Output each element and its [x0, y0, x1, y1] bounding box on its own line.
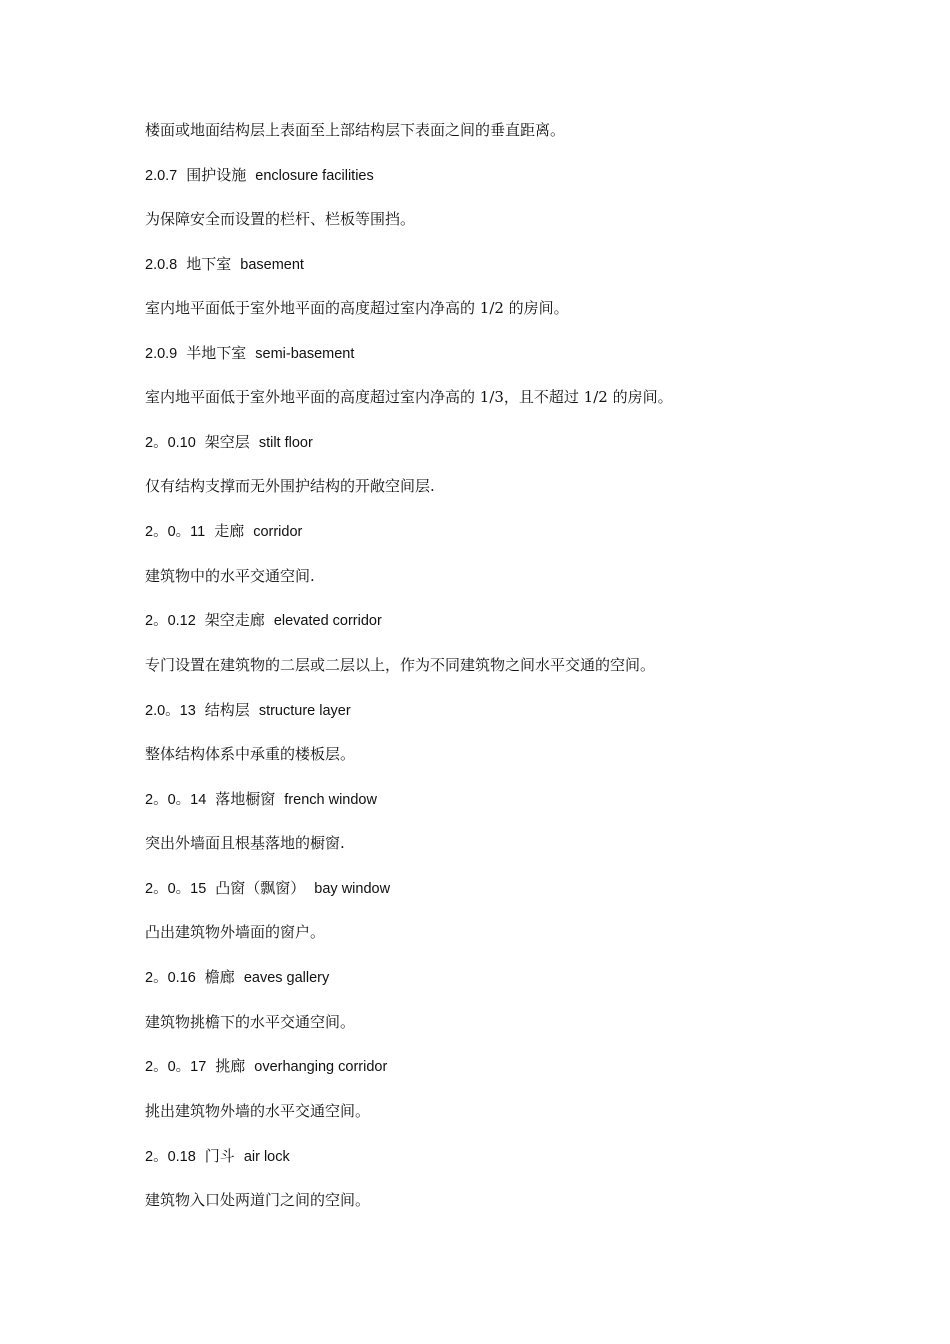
- definition-text: 楼面或地面结构层上表面至上部结构层下表面之间的垂直距离。: [145, 121, 566, 139]
- term-chinese: 地下室: [186, 255, 232, 273]
- term-number: 2。0。17: [145, 1059, 207, 1075]
- definition-text: 建筑物中的水平交通空间.: [145, 567, 315, 585]
- term-chinese: 落地橱窗: [215, 790, 276, 808]
- term-english: french window: [284, 792, 377, 808]
- definition-text: 建筑物挑檐下的水平交通空间。: [145, 1013, 356, 1031]
- term-english: air lock: [243, 1149, 290, 1165]
- definition-text: 突出外墙面且根基落地的橱窗.: [145, 834, 345, 852]
- term-number: 2。0.12: [145, 613, 196, 629]
- term-chinese: 半地下室: [186, 344, 247, 362]
- term-number: 2。0.10: [145, 435, 196, 451]
- term-number: 2。0.16: [145, 970, 196, 986]
- term-heading: [145, 965, 329, 989]
- term-heading: [145, 252, 304, 276]
- term-chinese: 凸窗（飘窗）: [215, 879, 306, 897]
- definition-text: 室内地平面低于室外地平面的高度超过室内净高的 1/2 的房间。: [145, 299, 569, 317]
- term-heading: [145, 876, 390, 900]
- term-english: stilt floor: [258, 435, 313, 451]
- term-heading: [145, 163, 374, 187]
- definition-text: 凸出建筑物外墙面的窗户。: [145, 923, 326, 941]
- term-chinese: 架空走廊: [204, 611, 265, 629]
- term-heading: [145, 1054, 387, 1078]
- definition-text: 为保障安全而设置的栏杆、栏板等围挡。: [145, 210, 416, 228]
- term-heading: [145, 519, 302, 543]
- term-number: 2。0。15: [145, 881, 207, 897]
- term-english: corridor: [253, 524, 303, 540]
- term-chinese: 挑廊: [215, 1057, 246, 1075]
- term-english: semi-basement: [255, 346, 355, 362]
- term-number: 2。0。11: [145, 524, 206, 540]
- term-chinese: 走廊: [214, 522, 245, 540]
- term-number: 2.0.8: [145, 257, 178, 273]
- definition-text: 仅有结构支撑而无外围护结构的开敞空间层.: [145, 477, 435, 495]
- term-english: eaves gallery: [243, 970, 330, 986]
- term-chinese: 檐廊: [204, 968, 235, 986]
- term-english: bay window: [314, 881, 391, 897]
- term-english: elevated corridor: [273, 613, 382, 629]
- definition-text: 整体结构体系中承重的楼板层。: [145, 745, 356, 763]
- term-number: 2.0。13: [145, 703, 196, 719]
- term-chinese: 围护设施: [186, 166, 247, 184]
- term-heading: [145, 787, 377, 811]
- term-heading: [145, 698, 351, 722]
- term-number: 2。0.18: [145, 1149, 196, 1165]
- definition-text: 挑出建筑物外墙的水平交通空间。: [145, 1102, 371, 1120]
- term-english: enclosure facilities: [255, 168, 374, 184]
- term-chinese: 门斗: [204, 1147, 235, 1165]
- term-number: 2.0.7: [145, 168, 178, 184]
- term-heading: [145, 608, 382, 632]
- definition-text: 建筑物入口处两道门之间的空间。: [145, 1191, 371, 1209]
- term-chinese: 结构层: [204, 701, 250, 719]
- term-english: overhanging corridor: [254, 1059, 388, 1075]
- term-number: 2。0。14: [145, 792, 207, 808]
- definition-text: 室内地平面低于室外地平面的高度超过室内净高的 1/3，且不超过 1/2 的房间。: [145, 388, 673, 406]
- definition-text: 专门设置在建筑物的二层或二层以上，作为不同建筑物之间水平交通的空间。: [145, 656, 656, 674]
- term-heading: [145, 341, 354, 365]
- term-number: 2.0.9: [145, 346, 178, 362]
- term-english: basement: [240, 257, 304, 273]
- term-chinese: 架空层: [204, 433, 250, 451]
- term-heading: [145, 1144, 290, 1168]
- term-english: structure layer: [258, 703, 351, 719]
- term-heading: [145, 430, 313, 454]
